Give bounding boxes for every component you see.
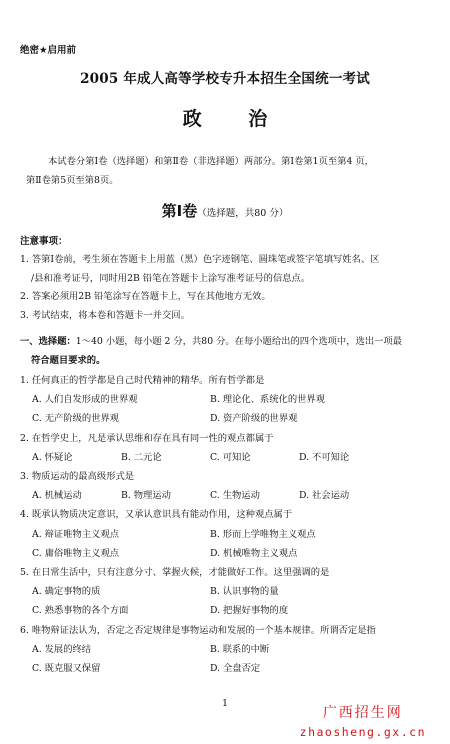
- question-list: [20, 371, 440, 678]
- watermark-name: 广西招生网: [322, 705, 403, 721]
- intro-paragraph: [26, 152, 436, 190]
- option-row: [20, 448, 440, 467]
- answer-option: B. 二元论: [121, 451, 162, 463]
- section-instructions: 1～40 小题，每小题 2 分，共80 分。在每小题给出的四个选项中，选出一项最: [75, 336, 403, 347]
- option-row: [20, 409, 440, 428]
- answer-option: D. 把握好事物的度: [210, 605, 289, 617]
- section-heading-line: [20, 333, 440, 352]
- intro-line: 第Ⅱ卷第5页至第8页。: [26, 175, 119, 186]
- answer-option: B. 形而上学唯物主义观点: [210, 528, 316, 540]
- option-row: [20, 582, 440, 601]
- question-stem: 1. 任何真正的哲学都是自己时代精神的精华。所有哲学都是: [20, 375, 265, 386]
- option-row: [20, 601, 440, 620]
- answer-option: B. 认识事物的量: [210, 586, 279, 598]
- option-row: [20, 659, 440, 678]
- option-row: [20, 486, 440, 505]
- answer-option: A. 机械运动: [32, 490, 82, 502]
- answer-option: C. 庸俗唯物主义观点: [32, 547, 120, 559]
- answer-option: D. 资产阶级的世界观: [210, 413, 298, 425]
- notes-item: /县和准考证号，同时用2B 铅笔在答题卡上涂写准考证号的信息点。: [31, 272, 311, 284]
- answer-option: B. 理论化、系统化的世界观: [210, 394, 326, 406]
- watermark: [300, 704, 426, 742]
- answer-option: B. 联系的中断: [210, 643, 270, 655]
- option-row: [20, 640, 440, 659]
- notes-heading: 注意事项：: [20, 236, 68, 247]
- answer-option: C. 熟悉事物的各个方面: [32, 605, 129, 617]
- page-number: 1: [221, 698, 229, 709]
- watermark-url: zhaosheng.gx.cn: [299, 725, 426, 739]
- volume-title: [0, 200, 450, 221]
- question-stem: 2. 在哲学史上，凡是承认思维和存在具有同一性的观点都属于: [20, 432, 274, 444]
- question-stem: 3. 物质运动的最高级形式是: [20, 471, 135, 483]
- notes-item: 1. 答第Ⅰ卷前，考生须在答题卡上用蓝（黑）色字迹钢笔、圆珠笔或签字笔填写姓名、区: [20, 254, 380, 265]
- exam-title: 2005 年成人高等学校专升本招生全国统一考试: [80, 71, 370, 87]
- option-row: [20, 525, 440, 544]
- answer-option: C. 既克服又保留: [32, 663, 101, 675]
- option-row: [20, 544, 440, 563]
- answer-option: A. 怀疑论: [32, 451, 73, 463]
- answer-option: A. 辩证唯物主义观点: [32, 528, 119, 540]
- notes-item: 2. 答案必须用2B 铅笔涂写在答题卡上，写在其他地方无效。: [20, 291, 271, 302]
- answer-option: C. 可知论: [210, 451, 251, 463]
- question: [20, 371, 440, 429]
- volume-title-text: 第Ⅰ卷: [161, 202, 198, 220]
- question: [20, 563, 440, 621]
- notes-list: [20, 251, 440, 325]
- answer-option: A. 确定事物的质: [32, 586, 101, 598]
- question: [20, 429, 440, 467]
- volume-title-note: （选择题，共80 分）: [197, 208, 289, 219]
- question: [20, 621, 440, 679]
- section-prefix: 一、选择题：: [20, 336, 76, 347]
- option-row: [20, 390, 440, 409]
- answer-option: A. 发展的终结: [32, 643, 92, 655]
- section-heading-line: 符合题目要求的。: [31, 354, 106, 366]
- answer-option: A. 人们自发形成的世界观: [32, 394, 138, 406]
- answer-option: B. 物理运动: [121, 490, 171, 502]
- question: [20, 505, 440, 563]
- answer-option: D. 不可知论: [299, 451, 350, 463]
- answer-option: C. 无产阶级的世界观: [32, 413, 120, 425]
- subject-title: 政 治: [182, 108, 288, 130]
- confidential-mark: 绝密★启用前: [20, 45, 77, 56]
- question-stem: 4. 既承认物质决定意识，又承认意识具有能动作用，这种观点属于: [20, 509, 293, 521]
- question-stem: 5. 在日常生活中，只有注意分寸、掌握火候，才能做好工作。这里强调的是: [20, 567, 330, 579]
- section-heading: [20, 333, 440, 370]
- notes-item: 3. 考试结束，将本卷和答题卡一并交回。: [20, 309, 190, 321]
- answer-option: D. 全盘否定: [210, 663, 261, 675]
- question: [20, 467, 440, 505]
- answer-option: D. 机械唯物主义观点: [210, 547, 298, 559]
- question-stem: 6. 唯物辩证法认为，否定之否定规律是事物运动和发展的一个基本规律。所谓否定是指: [20, 624, 376, 636]
- answer-option: C. 生物运动: [210, 490, 260, 502]
- answer-option: D. 社会运动: [299, 490, 350, 502]
- intro-line: 本试卷分第Ⅰ卷（选择题）和第Ⅱ卷（非选择题）两部分。第Ⅰ卷第1页至第4 页，: [48, 156, 374, 167]
